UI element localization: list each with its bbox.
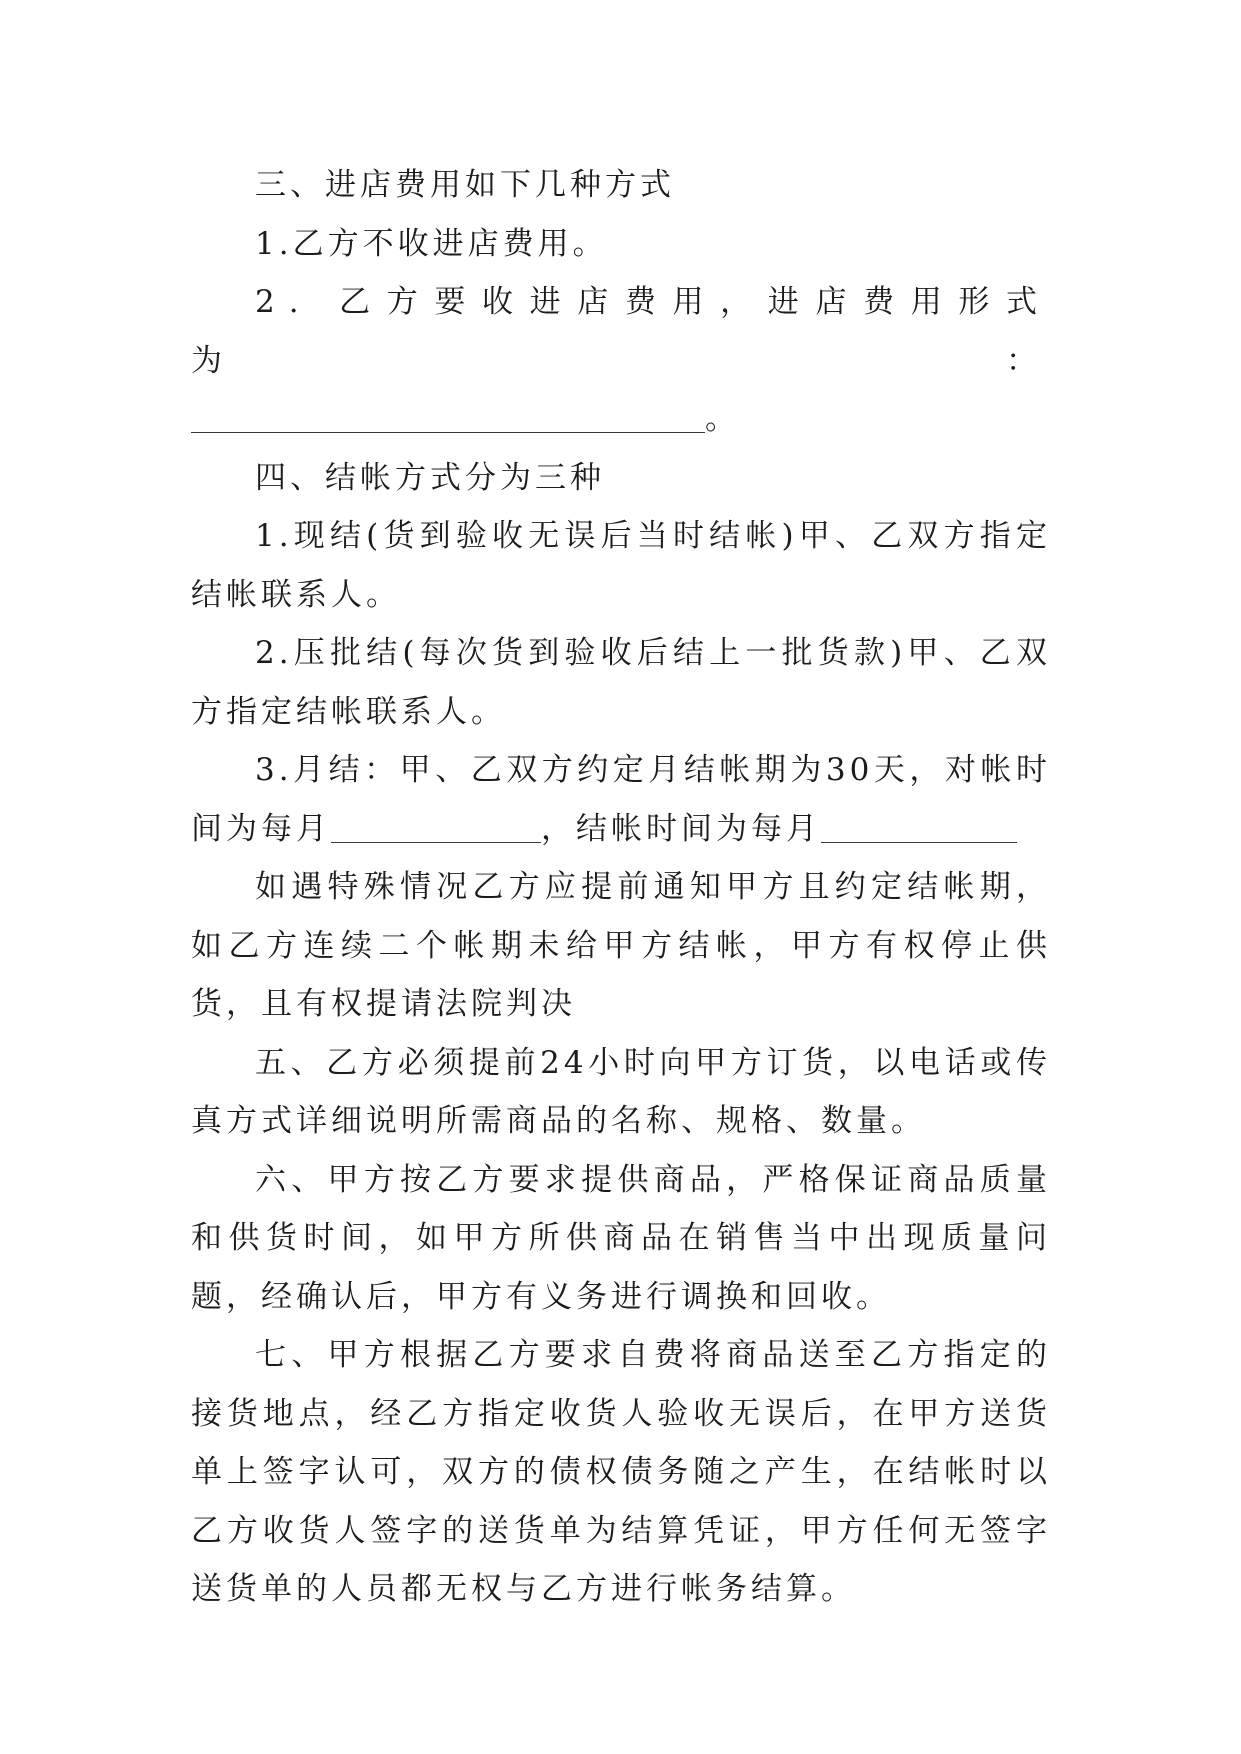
section-4-item-3 xyxy=(191,741,1051,858)
section-4-title: 四、结帐方式分为三种 xyxy=(255,459,605,496)
section-4-item-2: 2.压批结(每次货到验收后结上一批货款)甲、乙双方指定结帐联系人。 xyxy=(191,635,1051,730)
section-3-item-2-text: 2. 乙方要收进店费用，进店费用形式为： xyxy=(191,284,1051,379)
document-body xyxy=(191,156,1051,1619)
section-4-item-3-text-a: 3.月结：甲、乙双方约定月结帐期为30天，对帐时间为每月 xyxy=(191,752,1051,847)
section-3-item-1: 1.乙方不收进店费用。 xyxy=(255,225,608,262)
section-4-item-3-text-b: ，结帐时间为每月 xyxy=(541,810,821,847)
section-3-item-2-end: 。 xyxy=(705,401,740,437)
section-4-item-1: 1.现结(货到验收无误后当时结帐)甲、乙双方指定结帐联系人。 xyxy=(191,518,1051,613)
section-3-item-2-blank-line xyxy=(191,390,1051,449)
section-6: 六、甲方按乙方要求提供商品，严格保证商品质量和供货时间，如甲方所供商品在销售当中出现质量问题，经确认后，甲方有义务进行调换和回收。 xyxy=(191,1161,1051,1315)
settlement-date-blank[interactable] xyxy=(821,806,1017,843)
reconcile-date-blank[interactable] xyxy=(331,806,541,843)
section-7: 七、甲方根据乙方要求自费将商品送至乙方指定的接货地点，经乙方指定收货人验收无误后，在甲方送货单上签字认可，双方的债权债务随之产生，在结帐时以乙方收货人签字的送货单为结算凭证，甲方任何无签字送货单的人员都无权与乙方进行帐务结算。 xyxy=(191,1337,1051,1607)
section-3-item-2 xyxy=(191,273,1051,390)
fee-form-blank[interactable] xyxy=(191,396,705,433)
section-5: 五、乙方必须提前24小时向甲方订货，以电话或传真方式详细说明所需商品的名称、规格、数量。 xyxy=(191,1044,1051,1139)
section-4-note: 如遇特殊情况乙方应提前通知甲方且约定结帐期，如乙方连续二个帐期未给甲方结帐，甲方有权停止供货，且有权提请法院判决 xyxy=(191,869,1051,1022)
section-3-title: 三、进店费用如下几种方式 xyxy=(255,167,675,203)
